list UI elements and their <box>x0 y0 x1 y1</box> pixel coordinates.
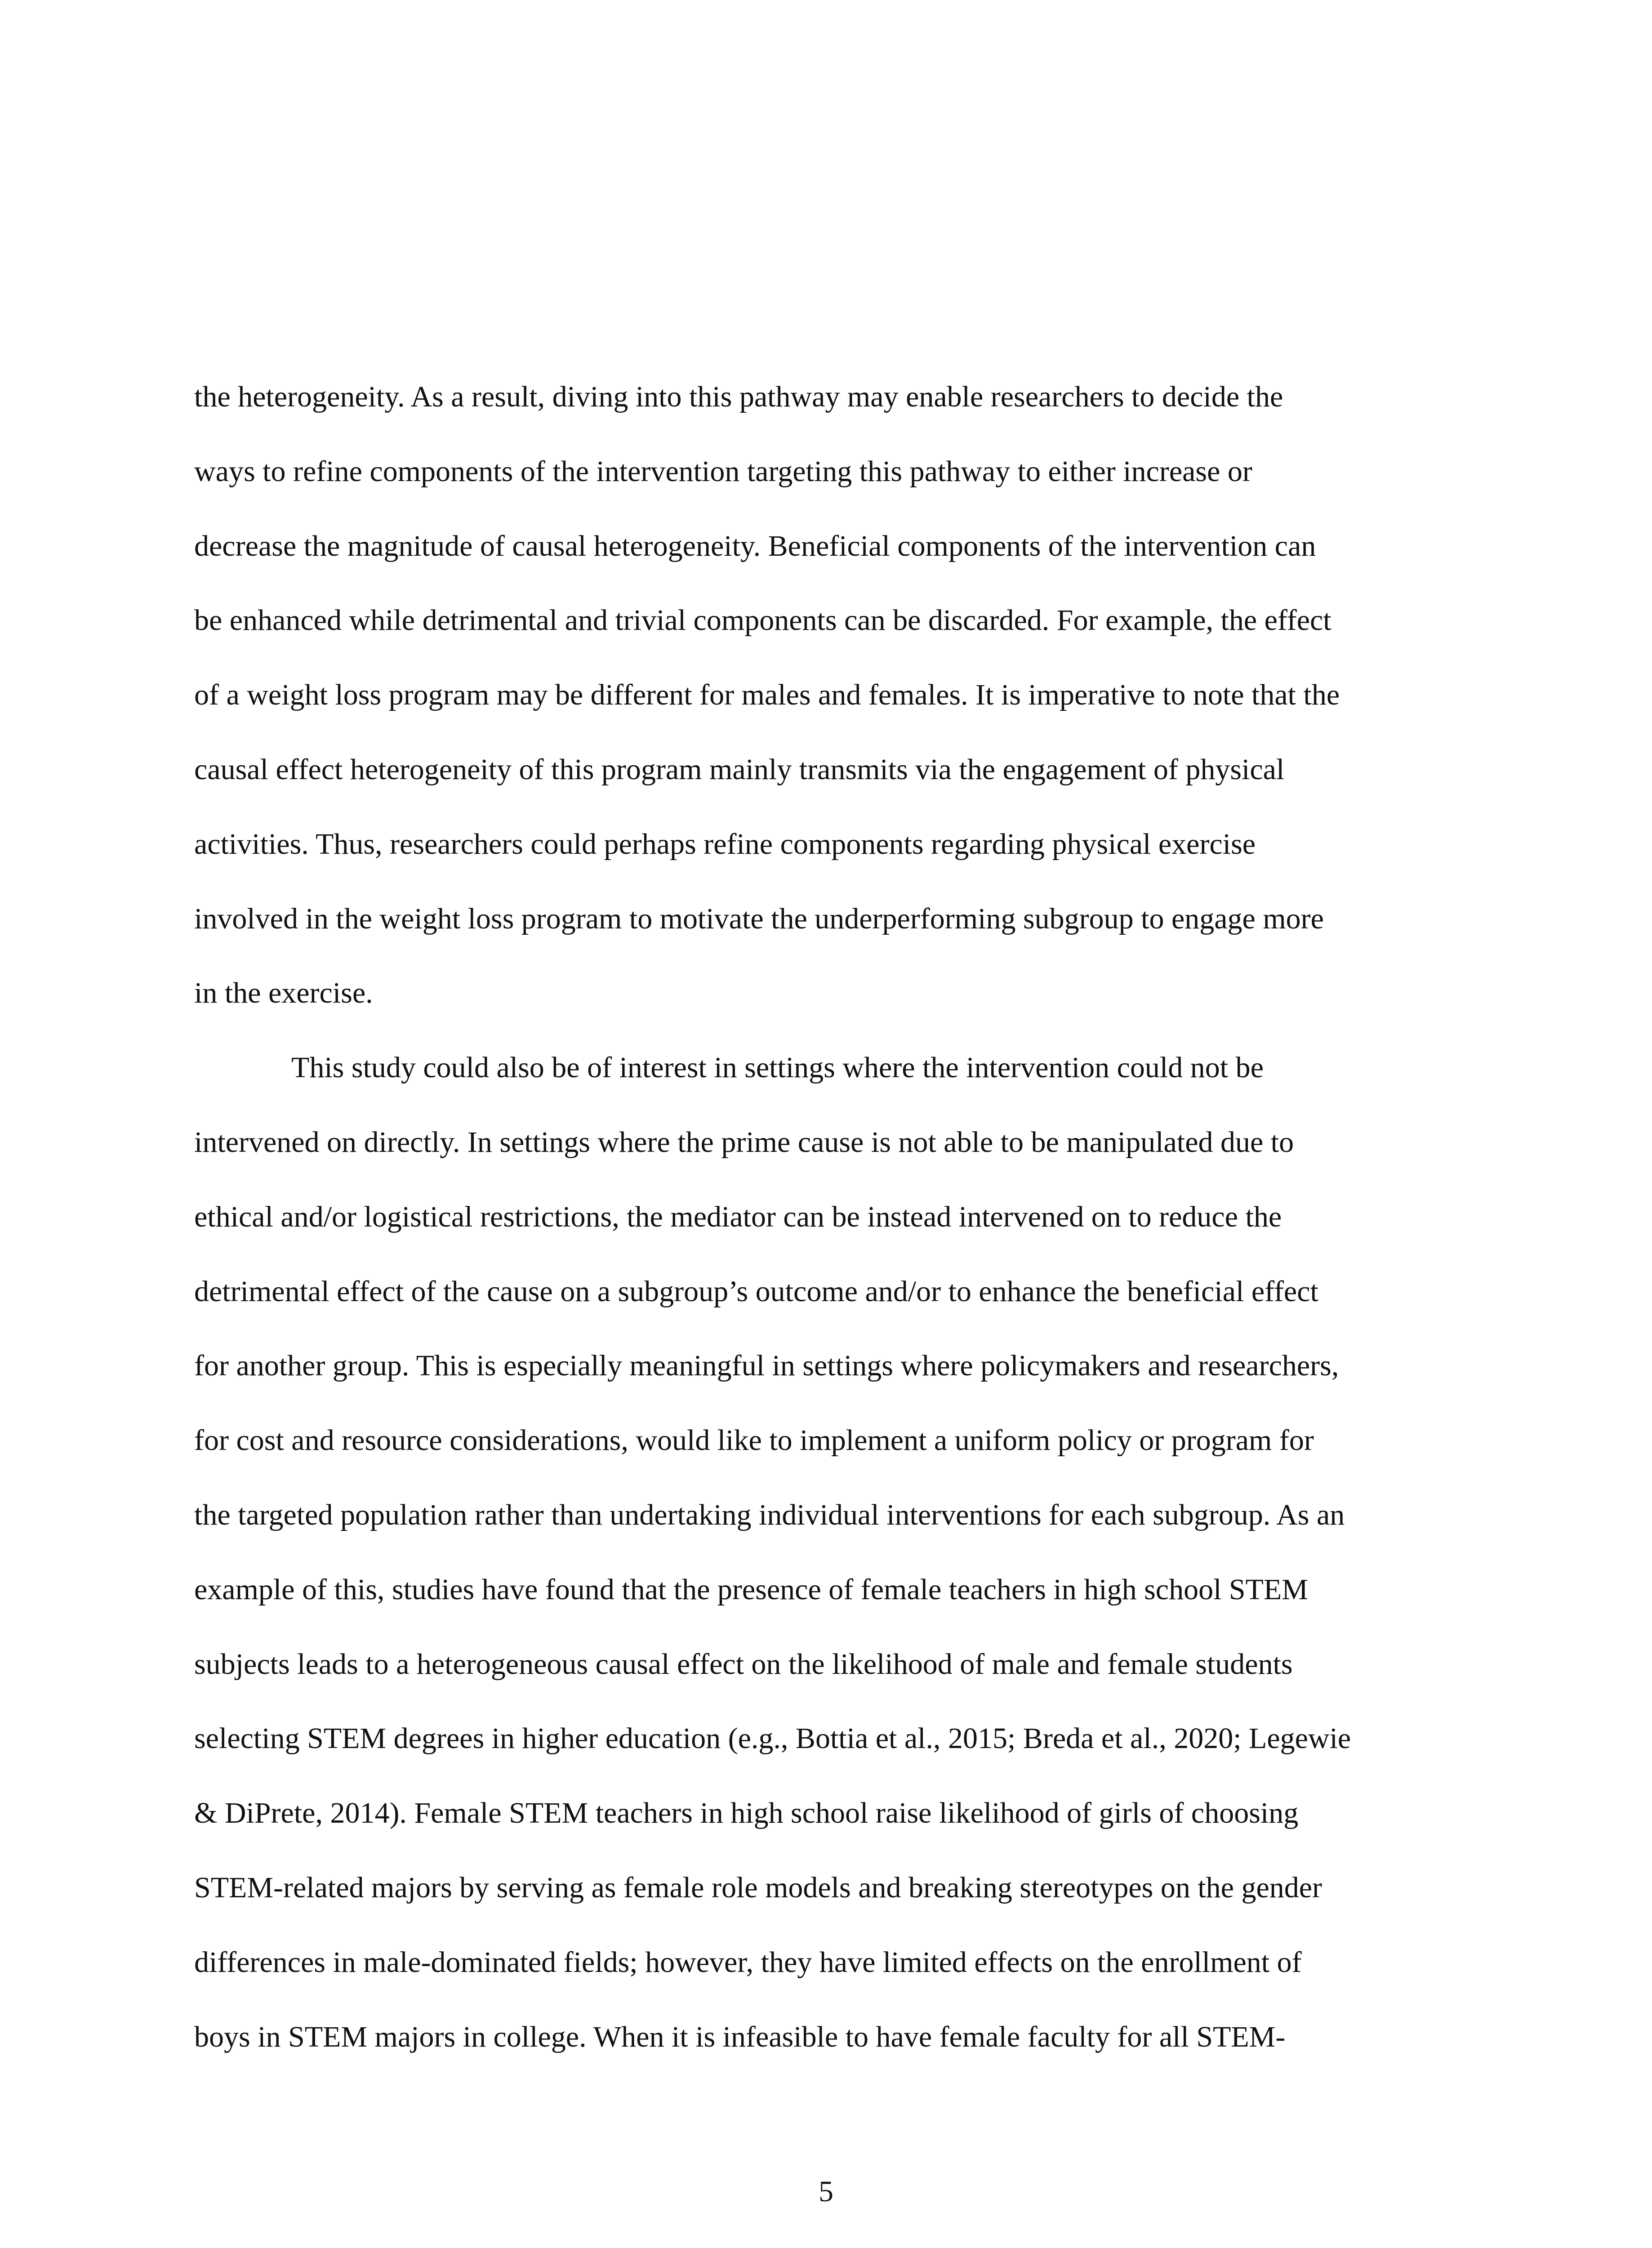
text-line: causal effect heterogeneity of this program mainly transmits via the engagement of physical <box>194 753 1285 786</box>
text-line: of a weight loss program may be different for males and females. It is imperative to note that the <box>194 678 1340 712</box>
text-line: be enhanced while detrimental and trivial components can be discarded. For example, the effect <box>194 604 1331 637</box>
text-line: example of this, studies have found that the presence of female teachers in high school STEM <box>194 1573 1308 1606</box>
text-line: differences in male-dominated fields; however, they have limited effects on the enrollment of <box>194 1945 1302 1979</box>
text-line: STEM-related majors by serving as female role models and breaking stereotypes on the gender <box>194 1871 1322 1904</box>
text-line: ethical and/or logistical restrictions, the mediator can be instead intervened on to reduce the <box>194 1200 1282 1233</box>
text-line: for cost and resource considerations, would like to implement a uniform policy or program for <box>194 1424 1314 1457</box>
text-line: boys in STEM majors in college. When it is infeasible to have female faculty for all STEM- <box>194 2020 1286 2053</box>
text-line: subjects leads to a heterogeneous causal effect on the likelihood of male and female students <box>194 1647 1293 1681</box>
text-line: activities. Thus, researchers could perhaps refine components regarding physical exercise <box>194 827 1256 861</box>
text-line: the heterogeneity. As a result, diving into this pathway may enable researchers to decide the <box>194 380 1283 413</box>
text-line: selecting STEM degrees in higher education (e.g., Bottia et al., 2015; Breda et al., 2020; Legewie <box>194 1722 1351 1755</box>
text-line: detrimental effect of the cause on a subgroup’s outcome and/or to enhance the beneficial effect <box>194 1275 1318 1308</box>
body-text <box>194 360 1456 2074</box>
text-line: the targeted population rather than undertaking individual interventions for each subgroup. As an <box>194 1498 1345 1531</box>
text-line: ways to refine components of the intervention targeting this pathway to either increase or <box>194 455 1252 488</box>
text-line: decrease the magnitude of causal heterogeneity. Beneficial components of the intervention can <box>194 529 1316 562</box>
text-line: & DiPrete, 2014). Female STEM teachers in high school raise likelihood of girls of choosing <box>194 1797 1299 1830</box>
text-line: intervened on directly. In settings where the prime cause is not able to be manipulated due to <box>194 1125 1294 1159</box>
paragraph-first-line: This study could also be of interest in settings where the intervention could not be <box>291 1051 1264 1084</box>
text-line: in the exercise. <box>194 977 373 1010</box>
page-number: 5 <box>819 2175 833 2208</box>
text-line: involved in the weight loss program to motivate the underperforming subgroup to engage more <box>194 902 1324 935</box>
text-line: for another group. This is especially meaningful in settings where policymakers and researchers, <box>194 1349 1339 1383</box>
